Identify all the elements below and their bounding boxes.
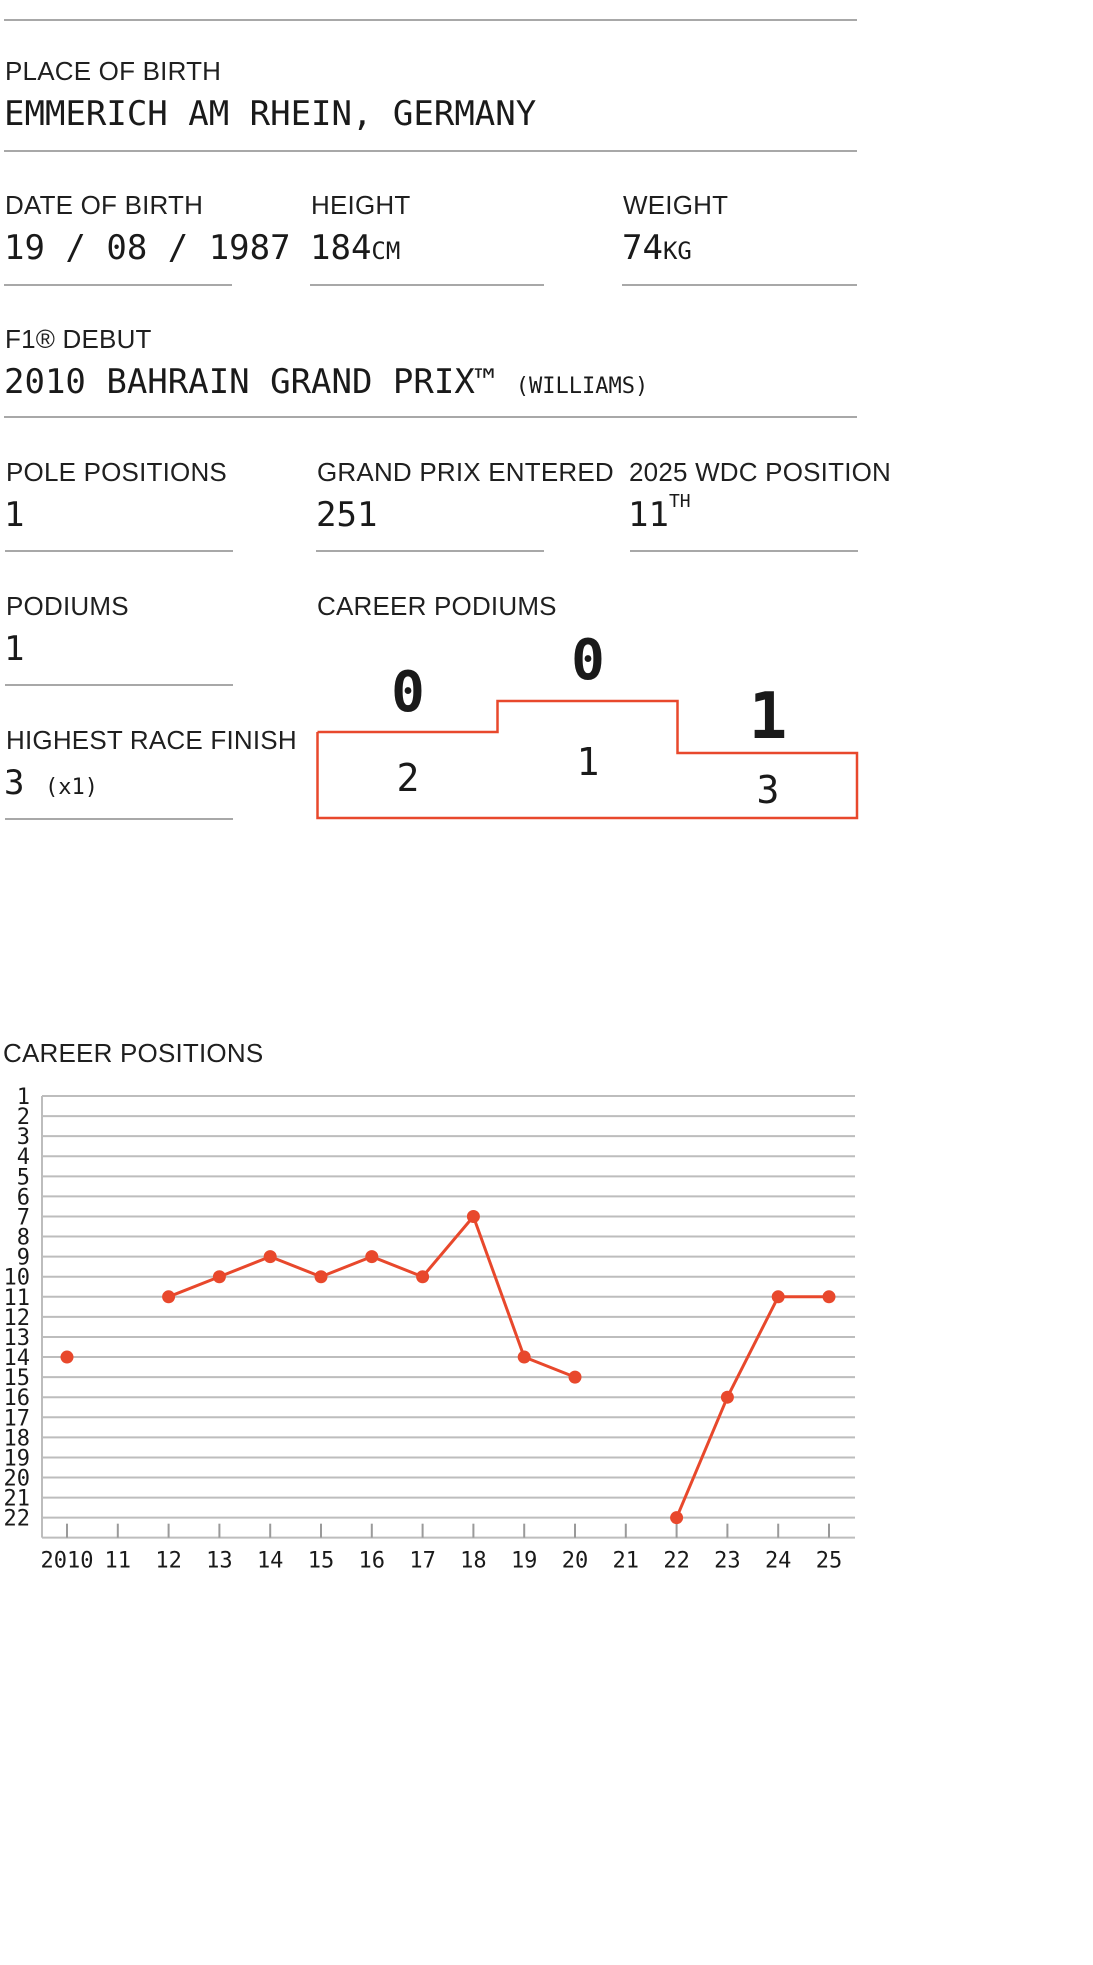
wdc-position-suffix: TH [668,491,691,512]
data-point [416,1270,429,1283]
series-line-segment [321,1257,372,1277]
y-tick-label: 4 [16,1145,30,1171]
x-tick-label: 11 [104,1548,132,1574]
podium-count-first: 0 [571,628,605,693]
podiums-value: 1 [4,629,25,669]
series-line-segment [372,1257,423,1277]
y-tick-label: 6 [16,1185,30,1211]
place-of-birth-divider [4,150,857,152]
highest-race-finish-count: (x1) [44,775,98,800]
x-tick-label: 15 [307,1548,335,1574]
y-tick-label: 20 [3,1466,30,1492]
grand-prix-entered-value: 251 [316,495,378,535]
y-tick-label: 1 [16,1085,30,1110]
podium-position-third: 3 [756,768,780,812]
x-tick-label: 13 [206,1548,233,1574]
wdc-position-divider [630,550,858,552]
date-of-birth-value: 19 / 08 / 1987 [4,228,291,268]
y-tick-label: 21 [3,1486,30,1512]
podiums-divider [5,684,233,686]
y-tick-label: 2 [16,1105,30,1131]
podium-position-second: 2 [396,756,420,800]
place-of-birth-value: EMMERICH AM RHEIN, GERMANY [4,94,537,134]
y-tick-label: 10 [3,1265,30,1291]
series-line-segment [727,1297,778,1397]
x-tick-label: 23 [714,1548,741,1574]
highest-race-finish-label: HIGHEST RACE FINISH [6,725,297,755]
x-tick-label: 25 [815,1548,843,1574]
career-podiums-label: CAREER PODIUMS [317,591,557,621]
grand-prix-entered-divider [316,550,544,552]
date-of-birth-divider [4,284,232,286]
height-value [310,228,400,268]
top-divider [4,19,857,21]
podium-position-first: 1 [576,740,600,784]
weight-unit: KG [662,237,692,265]
data-point [315,1270,328,1283]
data-point [162,1290,175,1303]
series-line-segment [270,1257,321,1277]
y-tick-label: 11 [3,1285,30,1311]
x-tick-label: 19 [510,1548,538,1574]
podiums-label: PODIUMS [6,591,129,621]
y-tick-label: 9 [16,1245,30,1271]
x-tick-label: 18 [460,1548,487,1574]
debut-race: 2010 BAHRAIN GRAND PRIX™ [4,362,496,402]
y-tick-label: 14 [3,1346,30,1372]
pole-positions-label: POLE POSITIONS [6,457,227,487]
x-tick-label: 20 [561,1548,589,1574]
y-tick-label: 7 [16,1205,30,1231]
x-tick-label: 17 [409,1548,436,1574]
debut-label: F1® DEBUT [5,324,152,354]
highest-race-finish-divider [5,818,233,820]
y-tick-label: 18 [3,1426,30,1452]
x-tick-label: 12 [155,1548,182,1574]
place-of-birth-label: PLACE OF BIRTH [5,56,222,86]
data-point [61,1351,74,1364]
height-label: HEIGHT [311,190,411,220]
series-line-segment [169,1277,220,1297]
x-tick-label: 21 [612,1548,640,1574]
debut-divider [4,416,857,418]
y-tick-label: 13 [3,1325,30,1351]
series-line-segment [524,1357,575,1377]
y-tick-label: 15 [3,1366,30,1392]
weight-value [622,228,692,268]
grand-prix-entered-label: GRAND PRIX ENTERED [317,457,614,487]
x-tick-label: 2010 [40,1548,94,1574]
y-tick-label: 16 [3,1386,30,1412]
career-positions-chart [0,1080,1093,1595]
height-unit: CM [371,237,401,265]
pole-positions-value: 1 [4,495,25,535]
y-tick-label: 22 [3,1506,30,1532]
height-number: 184 [310,228,372,268]
date-of-birth-label: DATE OF BIRTH [5,190,204,220]
y-tick-label: 5 [16,1165,30,1191]
highest-race-finish-number: 3 [4,763,25,803]
podium-count-second: 0 [391,660,425,725]
x-tick-label: 24 [764,1548,792,1574]
pole-positions-divider [5,550,233,552]
height-divider [310,284,544,286]
data-point [823,1290,836,1303]
wdc-position-number: 11 [628,495,669,535]
data-point [518,1351,531,1364]
data-point [569,1371,582,1384]
y-tick-label: 19 [3,1446,30,1472]
data-point [365,1250,378,1263]
weight-label: WEIGHT [623,190,729,220]
podium-count-third: 1 [748,680,788,754]
x-tick-label: 14 [256,1548,284,1574]
y-tick-label: 17 [3,1406,30,1432]
data-point [467,1210,480,1223]
series-line-segment [219,1257,270,1277]
x-tick-label: 22 [663,1548,690,1574]
data-point [772,1290,785,1303]
highest-race-finish-value [4,763,98,803]
series-line-segment [423,1216,474,1276]
data-point [264,1250,277,1263]
y-tick-label: 12 [3,1305,30,1331]
wdc-position-label: 2025 WDC POSITION [629,457,892,487]
weight-divider [622,284,857,286]
series-line-segment [473,1216,524,1357]
data-point [721,1391,734,1404]
y-tick-label: 3 [16,1125,30,1151]
data-point [670,1511,683,1524]
debut-team: (WILLIAMS) [515,374,649,399]
x-tick-label: 16 [358,1548,386,1574]
debut-value [4,362,648,402]
y-tick-label: 8 [16,1225,30,1251]
weight-number: 74 [622,228,663,268]
career-positions-title: CAREER POSITIONS [3,1038,264,1068]
data-point [213,1270,226,1283]
wdc-position-value [628,491,691,535]
